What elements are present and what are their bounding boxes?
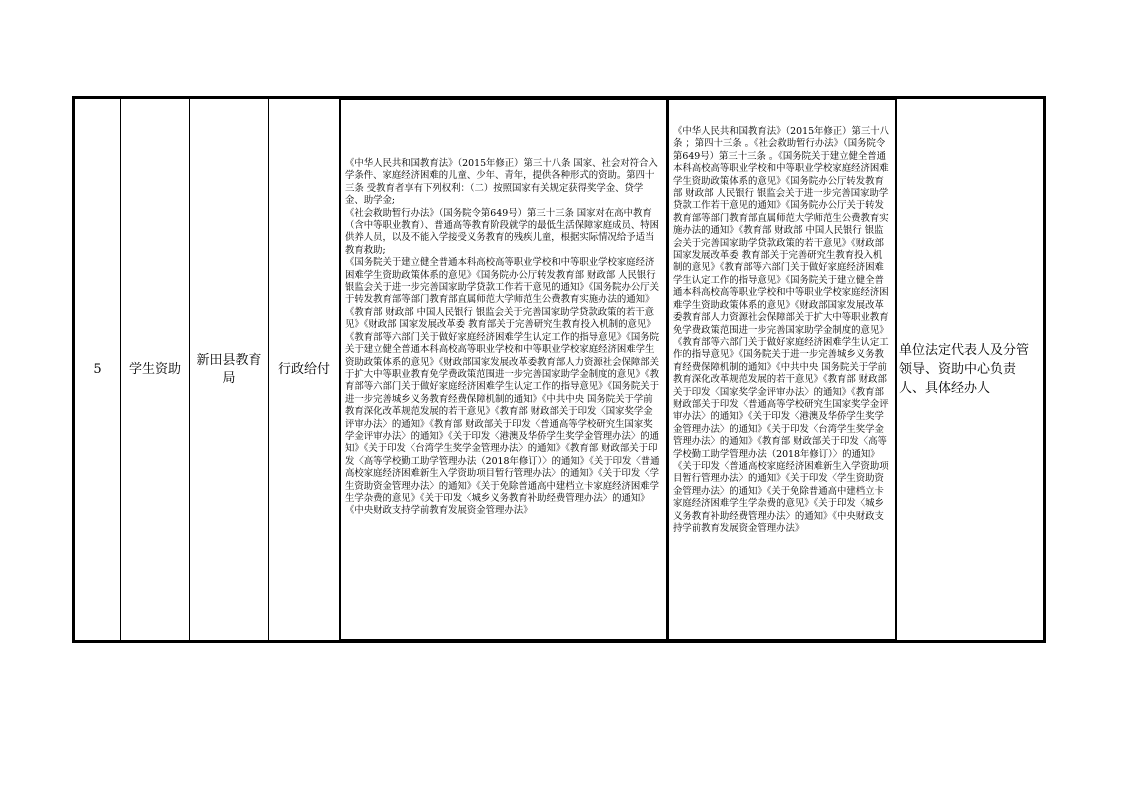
responsible-persons: 单位法定代表人及分管领导、资助中心负责人、具体经办人	[897, 99, 1044, 641]
basis-left-box	[340, 99, 667, 640]
responsibility-table	[72, 96, 1046, 643]
basis-left-para-3: 《国务院关于建立健全普通本科高校高等职业学校和中等职业学校家庭经济困难学生资助政策体系的意见》《国务院办公厅转发教育部 财政部 人民银行 银监会关于进一步完善国家助学贷款工作若干意见的通知》《国务院办公厅关于转发教育部等部门教育部直属师范大学师范生公费教育实施办法的通知》《教育部 财政部 中国人民银行 银监会关于完善国家助学贷款政策的若干意见》《财政部 国家发展改革委 教育部关于完善研究生教育投入机制的意见》《教育部等六部门关于做好家庭经济困难学生认定工作的指导意见》《国务院关于建立健全普通本科高校高等职业学校和中等职业学校家庭经济困难学生资助政策体系的意见》《财政部国家发展改革委教育部人力资源社会保障部关于扩大中等职业教育免学费政策范围进一步完善国家助学金制度的意见》《教育部等六部门关于做好家庭经济困难学生认定工作的指导意见》《国务院关于进一步完善城乡义务教育经费保障机制的通知》《中共中央 国务院关于学前教育深化改革规范发展的若干意见》《教育部 财政部关于印发〈国家奖学金评审办法〉的通知》《教育部 财政部关于印发〈普通高等学校研究生国家奖学金评审办法〉的通知》《关于印发〈港澳及华侨学生奖学金管理办法〉的通知》《关于印发〈台湾学生奖学金管理办法〉的通知》《教育部 财政部关于印发〈高等学校勤工助学管理办法（2018年修订）〉的通知》《关于印发〈普通高校家庭经济困难新生入学资助项目暂行管理办法〉的通知》《关于印发〈学生资助资金管理办法〉的通知》《关于免除普通高中建档立卡家庭经济困难学生学杂费的意见》《关于印发〈城乡义务教育补助经费管理办法〉的通知》《中央财政支持学前教育发展资金管理办法》	[345, 257, 660, 517]
basis-right-box	[668, 99, 896, 640]
action-type: 行政给付	[269, 99, 340, 641]
basis-left-cell	[340, 99, 668, 641]
item-name: 学生资助	[121, 99, 190, 641]
department-name: 新田县教育局	[190, 99, 269, 641]
row-number: 5	[75, 99, 121, 641]
basis-left-para-1: 《中华人民共和国教育法》（2015年修正）第三十八条 国家、社会对符合入学条件、家庭经济困难的儿童、少年、青年，提供各种形式的资助。第四十三条 受教育者享有下列权利：（二）按照国家有关规定获得奖学金、贷学金、助学金;	[345, 158, 658, 207]
basis-right-cell	[668, 99, 897, 641]
basis-right-text	[669, 126, 895, 535]
basis-right-para-1: 《中华人民共和国教育法》（2015年修正）第三十八条 ；第四十三条 。《社会救助暂行办法》（国务院令第649号）第三十三条 。《国务院关于建立健全普通本科高校高等职业学校和中等职业学校家庭经济困难学生资助政策体系的意见》《国务院办公厅转发教育部 财政部 人民银行 银监会关于进一步完善国家助学贷款工作若干意见的通知》《国务院办公厅关于转发教育部等部门教育部直属师范大学师范生公费教育实施办法的通知》《教育部 财政部 中国人民银行 银监会关于完善国家助学贷款政策的若干意见》《财政部 国家发展改革委 教育部关于完善研究生教育投入机制的意见》《教育部等六部门关于做好家庭经济困难学生认定工作的指导意见》《国务院关于建立健全普通本科高校高等职业学校和中等职业学校家庭经济困难学生资助政策体系的意见》《财政部国家发展改革委教育部人力资源社会保障部关于扩大中等职业教育免学费政策范围进一步完善国家助学金制度的意见》《教育部等六部门关于做好家庭经济困难学生认定工作的指导意见》《国务院关于进一步完善城乡义务教育经费保障机制的通知》《中共中央 国务院关于学前教育深化改革规范发展的若干意见》《教育部 财政部关于印发〈国家奖学金评审办法〉的通知》《教育部 财政部关于印发〈普通高等学校研究生国家奖学金评审办法〉的通知》《关于印发〈港澳及华侨学生奖学金管理办法〉的通知》《关于印发〈台湾学生奖学金管理办法〉的通知》《教育部 财政部关于印发〈高等学校勤工助学管理办法（2018年修订）〉的通知》《关于印发〈普通高校家庭经济困难新生入学资助项目暂行管理办法〉的通知》《关于印发〈学生资助资金管理办法〉的通知》《关于免除普通高中建档立卡家庭经济困难学生学杂费的意见》《关于印发〈城乡义务教育补助经费管理办法〉的通知》《中央财政支持学前教育发展资金管理办法》	[673, 126, 890, 534]
table-row	[75, 99, 1044, 641]
table-grid	[74, 98, 1044, 641]
basis-left-para-2: 《社会救助暂行办法》（国务院令第649号）第三十三条 国家对在高中教育（含中等职业教育）、普通高等教育阶段就学的最低生活保障家庭成员、特困供养人员，以及不能入学接受义务教育的残疾儿童，根据实际情况给予适当教育救助;	[345, 207, 660, 256]
basis-left-text	[341, 158, 666, 518]
